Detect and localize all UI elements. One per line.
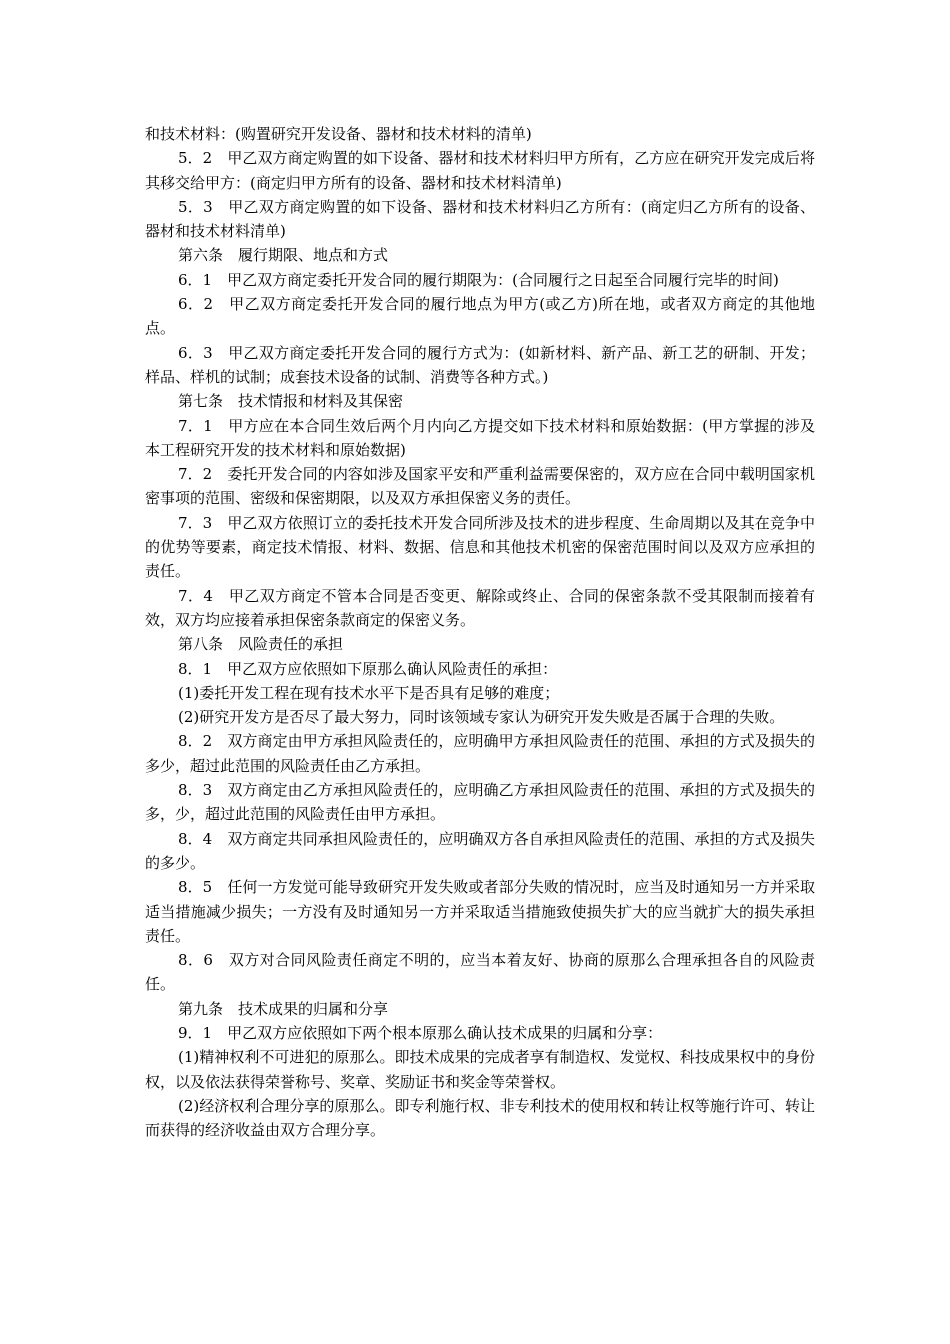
clause-8-4: 8．4 双方商定共同承担风险责任的，应明确双方各自承担风险责任的范围、承担的方式及损失的多少。 [145,829,815,872]
clause-7-1: 7．1 甲方应在本合同生效后两个月内向乙方提交如下技术材料和原始数据：(甲方掌握的涉及本工程研究开发的技术材料和原始数据) [145,416,815,459]
clause-6-3: 6．3 甲乙双方商定委托开发合同的履行方式为：(如新材料、新产品、新工艺的研制、开发；样品、样机的试制；成套技术设备的试制、消费等各种方式。) [145,343,815,386]
clause-5-2: 5．2 甲乙双方商定购置的如下设备、器材和技术材料归甲方所有，乙方应在研究开发完成后将其移交给甲方：(商定归甲方所有的设备、器材和技术材料清单) [145,149,815,192]
document-page [145,122,815,1142]
clause-9-1: 9．1 甲乙双方应依照如下两个根本原那么确认技术成果的归属和分享： [178,1023,663,1042]
clause-8-1-item-2: (2)研究开发方是否尽了最大努力，同时该领域专家认为研究开发失败是否属于合理的失败。 [178,708,785,727]
clause-9-1-item-1: (1)精神权利不可进犯的原那么。即技术成果的完成者享有制造权、发觉权、科技成果权中的身份权，以及依法获得荣誉称号、奖章、奖励证书和奖金等荣誉权。 [145,1048,815,1091]
clause-8-3: 8．3 双方商定由乙方承担风险责任的，应明确乙方承担风险责任的范围、承担的方式及损失的多，少，超过此范围的风险责任由甲方承担。 [145,781,815,824]
article-8-heading: 第八条 风险责任的承担 [178,635,344,654]
clause-5-3: 5．3 甲乙双方商定购置的如下设备、器材和技术材料归乙方所有：(商定归乙方所有的设备、器材和技术材料清单) [145,197,815,241]
clause-8-1: 8．1 甲乙双方应依照如下原那么确认风险责任的承担： [178,659,558,678]
article-7-heading: 第七条 技术情报和材料及其保密 [178,392,404,411]
clause-9-1-item-2: (2)经济权利合理分享的原那么。即专利施行权、非专利技术的使用权和转让权等施行许可、转让而获得的经济收益由双方合理分享。 [145,1096,815,1140]
clause-8-6: 8．6 双方对合同风险责任商定不明的，应当本着友好、协商的原那么合理承担各自的风险责任。 [145,951,815,994]
clause-7-2: 7．2 委托开发合同的内容如涉及国家平安和严重利益需要保密的，双方应在合同中载明国家机密事项的范围、密级和保密期限，以及双方承担保密义务的责任。 [145,465,815,508]
paragraph-continuation: 和技术材料：(购置研究开发设备、器材和技术材料的清单) [145,125,532,143]
clause-8-1-item-1: (1)委托开发工程在现有技术水平下是否具有足够的难度； [178,683,560,702]
clause-6-2: 6．2 甲乙双方商定委托开发合同的履行地点为甲方(或乙方)所在地，或者双方商定的其他地点。 [145,295,815,338]
clause-8-5: 8．5 任何一方发觉可能导致研究开发失败或者部分失败的情况时，应当及时通知另一方并采取适当措施减少损失；一方没有及时通知另一方并采取适当措施致使损失扩大的应当就扩大的损失承担责任。 [145,878,815,945]
article-9-heading: 第九条 技术成果的归属和分享 [178,999,389,1018]
clause-7-3: 7．3 甲乙双方依照订立的委托技术开发合同所涉及技术的进步程度、生命周期以及其在竞争中的优势等要素，商定技术情报、材料、数据、信息和其他技术机密的保密范围时间以及双方应承担的责任。 [145,513,815,581]
clause-6-1: 6．1 甲乙双方商定委托开发合同的履行期限为：(合同履行之日起至合同履行完毕的时间) [178,270,779,289]
clause-8-2: 8．2 双方商定由甲方承担风险责任的，应明确甲方承担风险责任的范围、承担的方式及损失的多少，超过此范围的风险责任由乙方承担。 [145,732,815,775]
clause-7-4: 7．4 甲乙双方商定不管本合同是否变更、解除或终止、合同的保密条款不受其限制而接着有效，双方均应接着承担保密条款商定的保密义务。 [145,586,815,629]
article-6-heading: 第六条 履行期限、地点和方式 [178,246,389,265]
